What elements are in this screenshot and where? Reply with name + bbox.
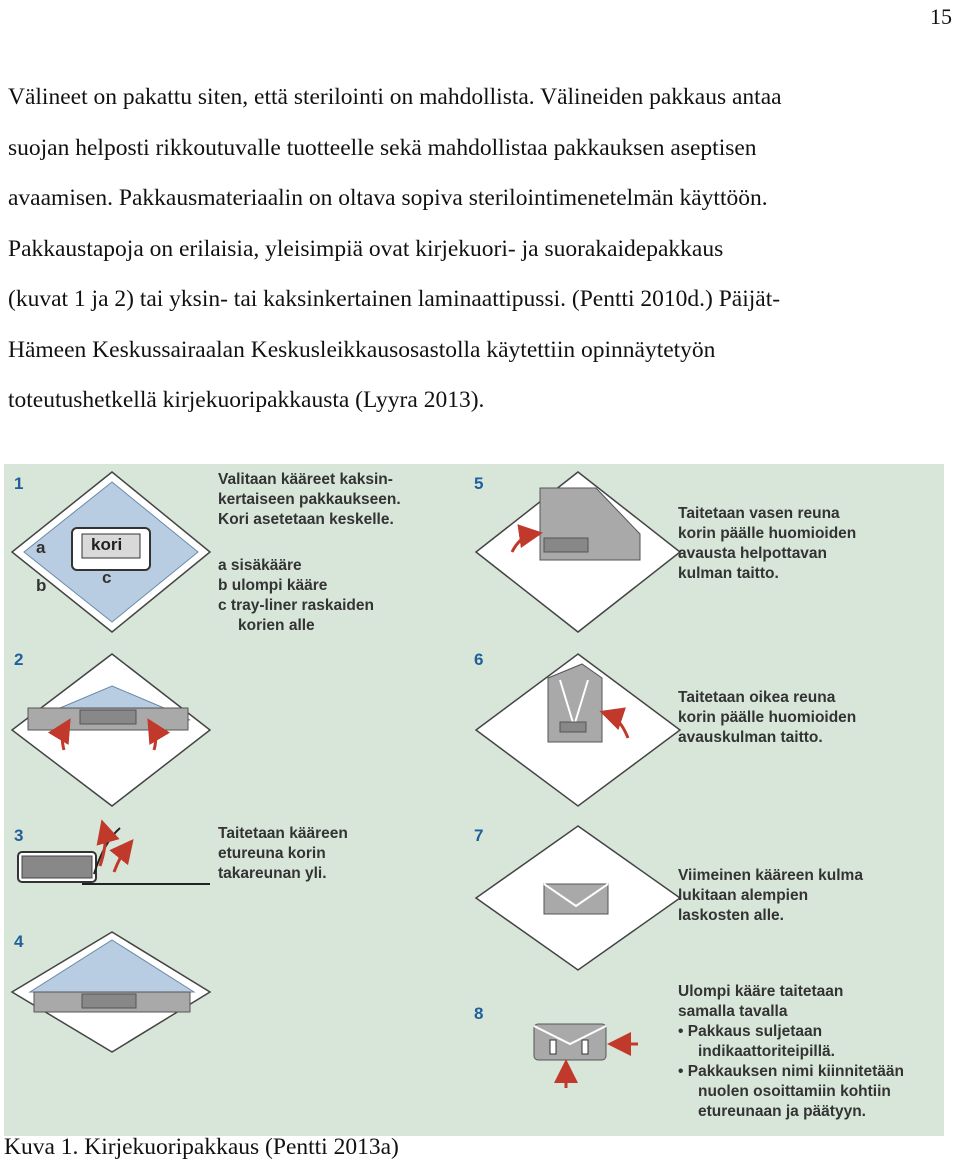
- paragraph-line: (kuvat 1 ja 2) tai yksin- tai kaksinkertainen laminaattipussi. (Pentti 2010d.) Päijät-: [8, 286, 781, 312]
- packaging-figure: [4, 464, 944, 1136]
- paragraph-line: suojan helposti rikkoutuvalle tuotteelle sekä mahdollistaa pakkauksen aseptisen: [8, 134, 757, 161]
- step-number-2: 2: [14, 650, 24, 669]
- figure-caption: Kuva 1. Kirjekuoripakkaus (Pentti 2013a): [4, 1134, 399, 1160]
- step-number-3: 3: [14, 826, 24, 845]
- step-number-7: 7: [474, 826, 484, 845]
- step-8-text: Ulompi kääre taitetaan samalla tavalla • Pakkaus suljetaan indikaattoriteipillä. • Pakkauksen nimi kiinnitetään nuolen osoittamiin kohtiin etureunaan ja päätyyn.: [678, 983, 904, 1120]
- step-2-illustration: [12, 654, 210, 806]
- step-6-illustration: [476, 654, 680, 806]
- step-5-text: Taitetaan vasen reuna korin päälle huomioiden avausta helpottavan kulman taitto.: [678, 505, 857, 582]
- paragraph-line: Hämeen Keskussairaalan Keskusleikkausosastolla käytettiin opinnäytetyön: [8, 336, 716, 363]
- step-3-illustration: [18, 828, 210, 884]
- label-a: a: [36, 538, 46, 557]
- step-7-illustration: [476, 826, 680, 970]
- step-number-4: 4: [14, 932, 24, 951]
- label-c: c: [102, 568, 112, 587]
- step-3-text: Taitetaan kääreen etureuna korin takareunan yli.: [218, 825, 348, 882]
- step-number-1: 1: [14, 474, 24, 493]
- paragraph-line: avaamisen. Pakkausmateriaalin on oltava sopiva sterilointimenetelmän käyttöön.: [8, 185, 768, 211]
- step-1-legend: a sisäkääre b ulompi kääre c tray-liner raskaiden korien alle: [218, 557, 374, 634]
- step-1-text: Valitaan kääreet kaksin- kertaiseen pakkaukseen. Kori asetetaan keskelle.: [218, 471, 401, 528]
- step-8-illustration: [534, 1024, 638, 1088]
- paragraph-line: Pakkaustapoja on erilaisia, yleisimpiä ovat kirjekuori- ja suorakaidepakkaus: [8, 235, 724, 262]
- step-7-text: Viimeinen kääreen kulma lukitaan alempien laskosten alle.: [678, 867, 863, 924]
- paragraph-line: Välineet on pakattu siten, että sterilointi on mahdollista. Välineiden pakkaus antaa: [8, 84, 782, 110]
- step-4-illustration: [12, 932, 210, 1052]
- label-b: b: [36, 576, 47, 595]
- step-number-6: 6: [474, 650, 484, 669]
- basket-label: kori: [91, 535, 123, 554]
- step-number-5: 5: [474, 474, 484, 493]
- page-number: 15: [930, 4, 952, 29]
- step-number-8: 8: [474, 1004, 484, 1023]
- body-paragraph: [8, 72, 956, 426]
- step-5-illustration: [476, 472, 680, 632]
- step-6-text: Taitetaan oikea reuna korin päälle huomioiden avauskulman taitto.: [678, 689, 857, 746]
- paragraph-line: toteutushetkellä kirjekuoripakkausta (Lyyra 2013).: [8, 387, 485, 413]
